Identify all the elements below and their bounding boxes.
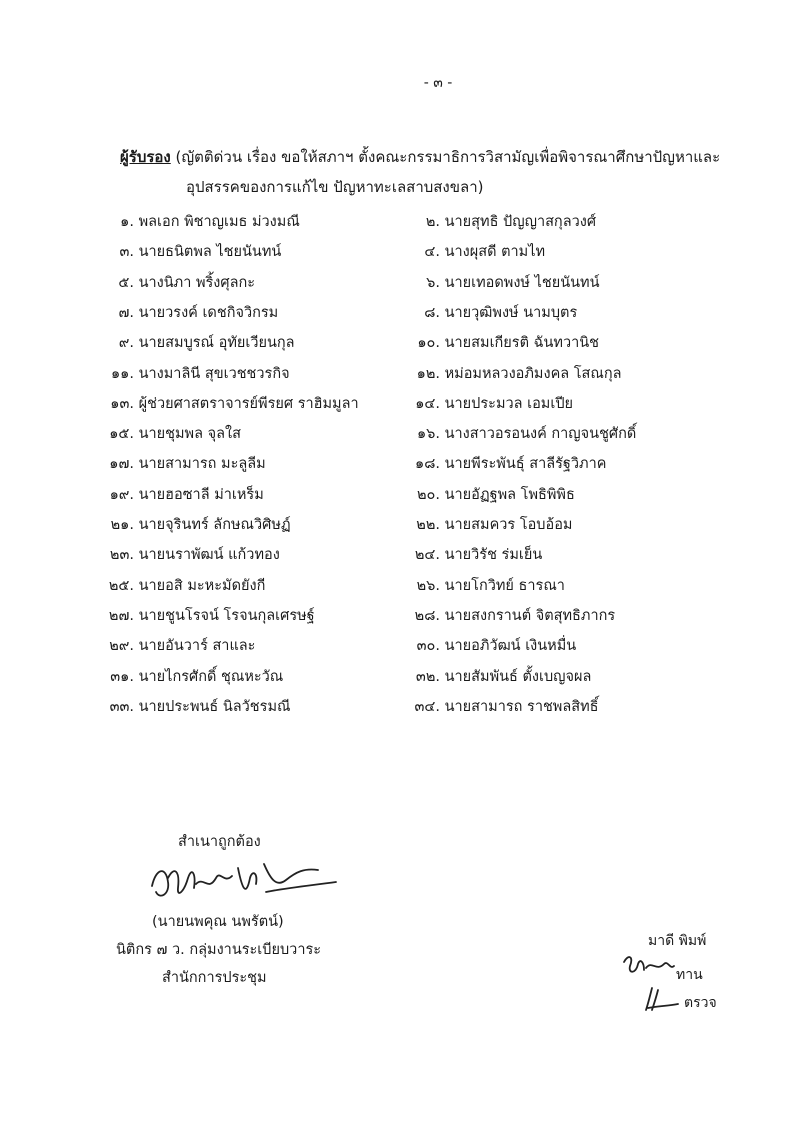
signer-name: ผู้ช่วยศาสตราจารย์พีรยศ ราฮิมมูลา xyxy=(138,395,359,412)
signer-item xyxy=(92,483,264,506)
checker-note: ตรวจ xyxy=(684,995,717,1011)
signer-name: พลเอก พิชาญเมธ ม่วงมณี xyxy=(138,214,300,230)
signer-name: นายสามารถ มะลูลีม xyxy=(138,456,266,473)
signer-item xyxy=(400,665,591,688)
signer-number: ๑๗. xyxy=(109,456,134,473)
signer-item xyxy=(92,331,295,354)
signer-item xyxy=(92,513,291,536)
signer-number: ๑๙. xyxy=(109,486,134,503)
signer-name: นายอัฏฐพล โพธิพิพิธ xyxy=(444,486,575,503)
heading-line-2: อุปสรรคของการแก้ไข ปัญหาทะเลสาบสงขลา) xyxy=(186,178,484,196)
page-number: - ๓ - xyxy=(423,75,453,91)
signature-mark xyxy=(146,848,346,908)
certifier-name: (นายนพคุณ นพรัตน์) xyxy=(152,914,284,930)
signer-item xyxy=(92,604,315,627)
signer-name: นายสุทธิ ปัญญาสกุลวงศ์ xyxy=(444,214,597,230)
signer-name: นายไกรศักดิ์ ชุณหะวัณ xyxy=(138,668,284,685)
signer-name: นายสมเกียรติ ฉันทวานิช xyxy=(444,335,599,352)
signer-name: นายสัมพันธ์ ตั้งเบญจผล xyxy=(444,668,592,685)
signer-item xyxy=(92,452,266,475)
signer-number: ๓๒. xyxy=(415,668,440,685)
signer-item xyxy=(400,695,599,718)
signer-item xyxy=(92,210,300,233)
signer-number: ๒๕. xyxy=(108,577,134,594)
signer-name: นายอสิ มะหะมัดยังกี xyxy=(138,577,266,594)
signer-item xyxy=(400,210,596,233)
signer-number: ๑. xyxy=(120,214,134,230)
signer-number: ๓๑. xyxy=(110,668,134,685)
signer-number: ๒๘. xyxy=(414,607,440,624)
signer-item xyxy=(92,240,281,263)
signer-item xyxy=(400,574,565,597)
signer-number: ๒๐. xyxy=(416,486,440,503)
certifier-office: สำนักการประชุม xyxy=(162,970,267,986)
signer-number: ๒๔. xyxy=(414,547,440,564)
signer-name: นายฮอซาลี ม่าเหร็ม xyxy=(138,486,264,503)
signer-item xyxy=(92,362,290,385)
signer-number: ๑๒. xyxy=(416,365,440,382)
signer-item xyxy=(92,665,283,688)
heading-label: ผู้รับรอง xyxy=(120,148,171,166)
signer-name: นายอภิวัฒน์ เงินหมื่น xyxy=(444,638,577,655)
signer-number: ๒๙. xyxy=(109,638,134,655)
signer-name: นางนิภา พริ้งศุลกะ xyxy=(138,274,256,291)
signer-item xyxy=(92,574,265,597)
signer-name: นางสาวอรอนงค์ กาญจนชูศักดิ์ xyxy=(444,426,637,443)
signer-item xyxy=(92,543,280,566)
signer-name: นายชุมพล จุลใส xyxy=(138,426,241,443)
signer-number: ๑๓. xyxy=(110,395,134,412)
signer-item xyxy=(400,301,577,324)
reviewer-note: ทาน xyxy=(676,967,703,983)
heading xyxy=(120,142,740,202)
signer-name: นายสมควร โอบอ้อม xyxy=(444,517,573,533)
signer-name: นายประมวล เอมเปีย xyxy=(444,395,574,412)
checker-initials xyxy=(644,984,680,1014)
signer-item xyxy=(400,331,599,354)
signer-number: ๙. xyxy=(118,335,134,352)
reviewer-initials xyxy=(620,952,676,982)
signer-name: นายวุฒิพงษ์ นามบุตร xyxy=(444,304,578,321)
signer-item xyxy=(92,271,255,294)
typist-note: มาดี พิมพ์ xyxy=(648,933,707,949)
signer-item xyxy=(92,634,255,657)
signer-number: ๓๔. xyxy=(414,698,440,715)
signer-item xyxy=(400,604,615,627)
signer-item xyxy=(400,271,600,294)
signer-item xyxy=(400,543,542,566)
signer-number: ๑๔. xyxy=(415,395,440,412)
signer-name: นายวิรัช ร่มเย็น xyxy=(444,547,543,564)
signer-number: ๓๐. xyxy=(416,638,440,655)
signer-number: ๑๘. xyxy=(415,456,440,473)
signer-item xyxy=(400,452,606,475)
signer-item xyxy=(400,513,572,536)
signer-name: นายอันวาร์ สาและ xyxy=(138,638,256,655)
signer-name: นายประพนธ์ นิลวัชรมณี xyxy=(138,698,291,715)
signer-number: ๒๖. xyxy=(416,577,440,594)
signer-item xyxy=(400,634,576,657)
signer-number: ๑๖. xyxy=(416,426,440,443)
signer-name: นายพีระพันธุ์ สาลีรัฐวิภาค xyxy=(444,456,607,473)
signer-name: หม่อมหลวงอภิมงคล โสณกุล xyxy=(444,365,622,382)
certification-label: สำเนาถูกต้อง xyxy=(178,834,261,850)
signer-name: นายเทอดพงษ์ ไชยนันทน์ xyxy=(444,274,600,291)
signer-name: นายวรงค์ เดชกิจวิกรม xyxy=(138,304,279,321)
signer-name: นายธนิตพล ไชยนันทน์ xyxy=(138,244,282,261)
signer-item xyxy=(400,362,622,385)
signer-name: นายโกวิทย์ ธารณา xyxy=(444,577,565,594)
signer-number: ๒๑. xyxy=(110,517,134,533)
signer-name: นายจุรินทร์ ลักษณวิศิษฏ์ xyxy=(138,517,291,533)
signer-name: นายชูนโรจน์ โรจนกุลเศรษฐ์ xyxy=(138,607,315,624)
signer-item xyxy=(92,695,290,718)
signer-item xyxy=(400,483,575,506)
signer-item xyxy=(92,422,241,445)
signer-name: นางผุสดี ตามไท xyxy=(444,244,546,261)
signer-number: ๗. xyxy=(118,304,134,321)
signer-number: ๑๑. xyxy=(110,365,134,382)
signer-item xyxy=(92,392,359,415)
certifier-position: นิติกร ๗ ว. กลุ่มงานระเบียบวาระ xyxy=(116,942,322,958)
signer-name: นางมาลินี สุขเวชชวรกิจ xyxy=(138,365,290,382)
signer-number: ๔. xyxy=(424,244,440,261)
signer-name: นายสามารถ ราชพลสิทธิ์ xyxy=(444,698,599,715)
signer-number: ๒๒. xyxy=(416,517,440,533)
signer-number: ๓๓. xyxy=(109,698,134,715)
signer-number: ๓. xyxy=(119,244,134,261)
signer-number: ๖. xyxy=(426,274,440,291)
signer-item xyxy=(92,301,278,324)
signer-name: นายสมบูรณ์ อุทัยเวียนกุล xyxy=(138,335,295,352)
signer-item xyxy=(400,392,573,415)
signer-item xyxy=(400,240,545,263)
signer-number: ๕. xyxy=(118,274,134,291)
signer-number: ๑๐. xyxy=(417,335,440,352)
signer-number: ๘. xyxy=(424,304,440,321)
signer-name: นายนราพัฒน์ แก้วทอง xyxy=(138,547,280,564)
signer-number: ๒๗. xyxy=(108,607,134,624)
signer-item xyxy=(400,422,636,445)
signer-number: ๑๕. xyxy=(109,426,134,443)
signer-name: นายสงกรานต์ จิตสุทธิภากร xyxy=(444,607,616,624)
heading-line-1: (ญัตติด่วน เรื่อง ขอให้สภาฯ ตั้งคณะกรรมาธิการวิสามัญเพื่อพิจารณาศึกษาปัญหาและ xyxy=(170,148,721,166)
signer-number: ๒๓. xyxy=(109,547,134,564)
signer-number: ๒. xyxy=(425,214,440,230)
